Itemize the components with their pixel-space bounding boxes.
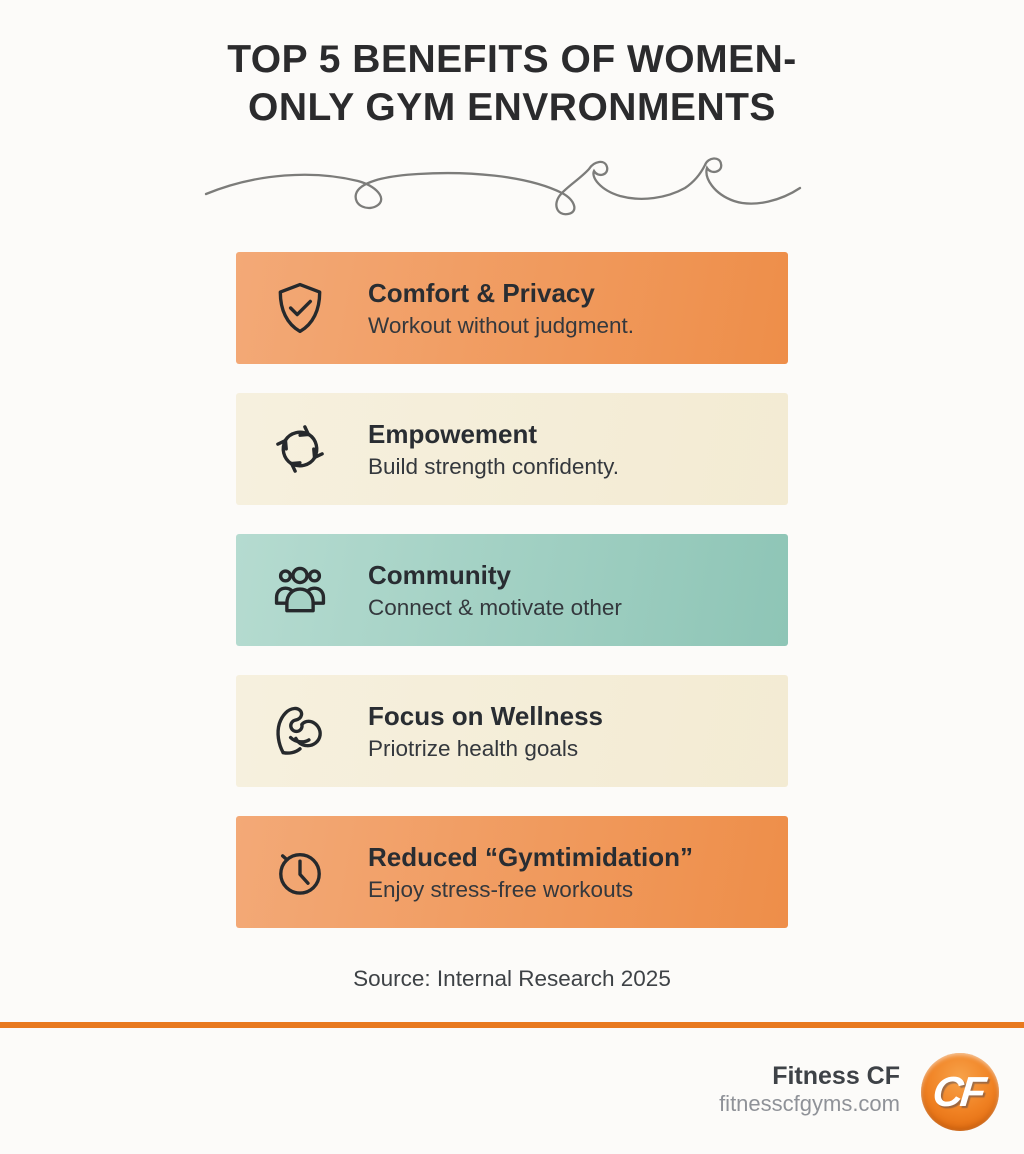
logo-monogram: CF	[930, 1068, 986, 1115]
benefit-title: Focus on Wellness	[368, 700, 604, 731]
clock-icon	[268, 840, 332, 904]
bicep-icon	[268, 699, 332, 763]
squiggle-divider	[202, 144, 806, 220]
benefit-subtitle: Build strength confidenty.	[368, 453, 619, 479]
page-title-line2: ONLY GYM ENVRONMENTS	[248, 86, 776, 129]
benefit-title: Comfort & Privacy	[368, 277, 595, 308]
benefit-subtitle: Priotrize health goals	[368, 735, 579, 761]
benefit-title: Empowement	[368, 418, 538, 449]
accent-divider	[0, 1022, 1024, 1028]
cycle-arrows-icon	[268, 417, 332, 481]
benefit-subtitle: Workout without judgment.	[368, 312, 634, 338]
benefit-card-gymtimidation	[236, 816, 788, 928]
benefit-card-empowerment	[236, 393, 788, 505]
footer-brand-block	[719, 1062, 900, 1117]
people-group-icon	[268, 558, 332, 622]
page-title	[0, 36, 1024, 132]
source-note: Source: Internal Research 2025	[353, 966, 671, 991]
benefit-title: Reduced “Gymtimidation”	[368, 841, 694, 872]
benefit-list	[236, 252, 788, 928]
page-title-line1: TOP 5 BENEFITS OF WOMEN-	[227, 38, 797, 81]
brand-name: Fitness CF	[772, 1062, 900, 1090]
shield-check-icon	[268, 276, 332, 340]
benefit-card-wellness	[236, 675, 788, 787]
fitness-cf-logo	[921, 1053, 999, 1131]
brand-website: fitnesscfgyms.com	[719, 1091, 900, 1116]
benefit-subtitle: Connect & motivate other	[368, 594, 622, 620]
benefit-title: Community	[368, 559, 511, 590]
benefit-card-comfort-privacy	[236, 252, 788, 364]
benefit-subtitle: Enjoy stress-free workouts	[368, 876, 634, 902]
benefit-card-community	[236, 534, 788, 646]
